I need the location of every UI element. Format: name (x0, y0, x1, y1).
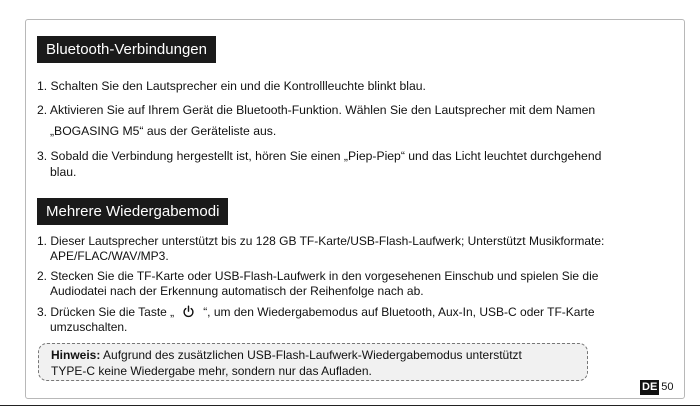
hint-line-1 (51, 347, 587, 363)
step-text-continued: blau. (50, 165, 77, 179)
bottom-divider (0, 405, 700, 406)
playback-step-2 (37, 269, 677, 298)
section-heading-bluetooth: Bluetooth-Verbindungen (37, 36, 216, 63)
step-text-continued: „BOGASING M5“ aus der Geräteliste aus. (50, 124, 277, 138)
step-text: 3. Drücken Sie die Taste „ (37, 305, 175, 319)
power-icon (182, 305, 195, 318)
hint-box (38, 343, 588, 381)
step-text: 1. Dieser Lautsprecher unterstützt bis zu 128 GB TF-Karte/USB-Flash-Laufwerk; Unterstützt Musikformate: (37, 234, 605, 248)
page-number: 50 (661, 381, 674, 393)
step-text-continued: umzuschalten. (50, 319, 128, 334)
step-text: 2. Aktivieren Sie auf Ihrem Gerät die Bluetooth-Funktion. Wählen Sie den Lautsprecher mit dem Namen (37, 103, 596, 117)
hint-text: Aufgrund des zusätzlichen USB-Flash-Laufwerk-Wiedergabemodus unterstützt (100, 348, 522, 362)
step-text-continued: Audiodatei nach der Erkennung automatisch der Reihenfolge nach ab. (50, 283, 424, 298)
bluetooth-step-2 (37, 102, 677, 139)
step-text: 1. Schalten Sie den Lautsprecher ein und die Kontrollleuchte blinkt blau. (37, 79, 426, 93)
bluetooth-step-3 (37, 148, 677, 180)
playback-step-3 (37, 305, 677, 334)
language-badge: DE (642, 381, 658, 393)
hint-label: Hinweis: (51, 348, 101, 362)
step-text: 2. Stecken Sie die TF-Karte oder USB-Flash-Laufwerk in den vorgesehenen Einschub und spielen Sie die (37, 269, 599, 283)
step-text-after-icon: “, um den Wiedergabemodus auf Bluetooth, Aux-In, USB-C oder TF-Karte (203, 305, 595, 319)
step-text: 3. Sobald die Verbindung hergestellt ist, hören Sie einen „Piep-Piep“ und das Licht leuchtet durchgehend (37, 149, 602, 163)
hint-line-2: TYPE-C keine Wiedergabe mehr, sondern nur das Aufladen. (51, 364, 372, 378)
page-footer (640, 380, 674, 395)
manual-page (25, 19, 685, 399)
playback-step-1 (37, 234, 677, 263)
bluetooth-step-1 (37, 78, 677, 94)
section-heading-playback-modes: Mehrere Wiedergabemodi (37, 198, 228, 225)
step-text-continued: APE/FLAC/WAV/MP3. (50, 248, 169, 263)
